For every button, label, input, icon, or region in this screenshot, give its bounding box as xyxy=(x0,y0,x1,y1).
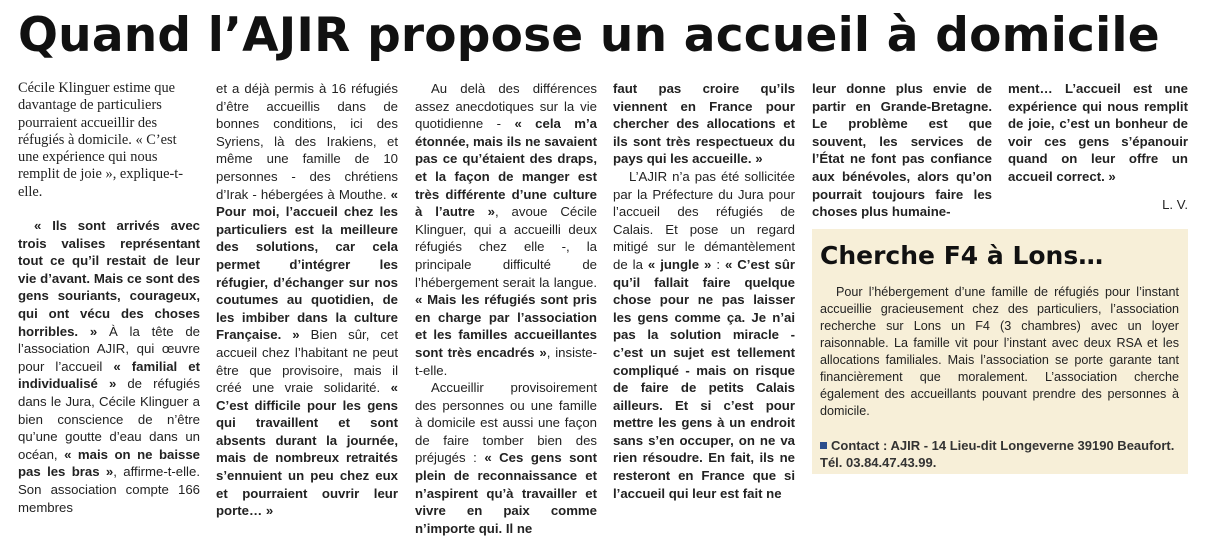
text: , affirme-t-elle. Son association compte 166 membres xyxy=(18,464,200,515)
sidebar-box xyxy=(812,229,1188,474)
column-3-paragraph-2 xyxy=(415,379,597,537)
text: , avoue Cécile Klinguer, qui a accueilli deux réfugiés chez elle -, la principale difficulté de l’hébergement serait la langue. xyxy=(415,204,597,290)
text: , insiste-t-elle. xyxy=(415,344,597,378)
box-body: Pour l’hébergement d’une famille de réfugiés pour l’instant accueillie gracieusement chez des particuliers, l’association recherche sur Lons un F4 (3 chambres) avec un loyer raisonnable. La famille vit pour l’instant avec deux RSA et les allocations familiales. Mais l’association se porte garante tant financièrement que moralement. L’association cherche également des accueillants pouvant prendre des personnes à domicile. xyxy=(820,285,1179,418)
contact-text: Contact : AJIR - 14 Lieu-dit Longeverne 39190 Beaufort. Tél. 03.84.47.43.99. xyxy=(820,438,1175,470)
text: : xyxy=(711,256,720,272)
quote-draps: « cela m’a étonnée, mais ils ne savaient pas ce qu’étaient des draps, et la façon de manger est très différente d’une culture à l’autre » xyxy=(415,116,597,220)
text: À la tête de l’association AJIR, qui œuvre pour l’accueil xyxy=(18,323,201,374)
quote-familial: « familial et individualisé » xyxy=(18,358,200,392)
text: Au delà des différences assez anecdotiques sur la vie quotidienne - xyxy=(415,81,597,132)
quote-accueil: « Pour moi, l’accueil chez les particuliers est la meilleure des solutions, car cela permet d’intégrer les réfugier, d’échanger sur nos coutumes au quotidien, de les imbiber dans la culture Française. » xyxy=(216,186,398,343)
column-1 xyxy=(18,80,200,516)
author-signature: L. V. xyxy=(1162,196,1188,212)
column-6 xyxy=(1008,80,1188,213)
column-2 xyxy=(216,80,398,520)
quote-reconnaissance: « Ces gens sont plein de reconnaissance et n’aspirent qu’à travailler et vivre en paix comme n’importe qui. Il ne xyxy=(415,450,598,536)
quote-arrival: « Ils sont arrivés avec trois valises représentant tout ce qu’il restait de leur vie d’avant. Mais ce sont des gens souriants, courageux, qui ont vécu des choses horribles. » xyxy=(18,218,200,339)
column-1-paragraph xyxy=(18,217,200,516)
quote-jungle: « jungle » xyxy=(647,256,712,272)
quote-allocations: faut pas croire qu’ils viennent en France pour chercher des allocations et ils sont très respectueux du pays qui les accueille. » xyxy=(613,81,795,167)
quote-difficile: « C’est difficile pour les gens qui travaillent et sont absents durant la journée, mais de nombreux retraités s’ennuient un peu chez eux et pourraient ouvrir leur porte… » xyxy=(216,380,398,519)
bullet-icon xyxy=(820,442,827,449)
column-3-paragraph-1 xyxy=(415,80,597,379)
quote-bras: « mais on ne baisse pas les bras » xyxy=(18,446,201,480)
box-title: Cherche F4 à Lons… xyxy=(820,241,1104,270)
box-contact xyxy=(820,437,1179,471)
column-5 xyxy=(812,80,992,221)
quote-encadres: « Mais les réfugiés sont pris en charge par l’association et les familles accueillantes sont très encadrés » xyxy=(415,292,597,360)
text: L’AJIR n’a pas été sollicitée par la Préfecture du Jura pour l’accueil des réfugiés de Calais. Et pose un regard mitigé sur le démantèlement de la xyxy=(613,168,795,272)
text: Bien sûr, cet accueil chez l’habitant ne peut être que provisoire, mais il créé une vraie solidarité. xyxy=(216,327,398,396)
column-4 xyxy=(613,80,795,502)
text: de réfugiés dans le Jura, Cécile Klinguer a bien conscience de n’être qu’une goutte d’eau dans un océan, xyxy=(18,376,200,462)
column-2-paragraph xyxy=(216,80,398,520)
text: et a déjà permis à 16 réfugiés d’être accueillis dans de bonnes conditions, ici des Syriens, là des Irakiens, et même une famille de 10 personnes - des chrétiens d’Irak - hébergées à Mouthe. xyxy=(216,81,398,202)
quote-grande-bretagne: leur donne plus envie de partir en Grande-Bretagne. Le problème est que souvent, les services de l’État ne font pas confiance aux bénévoles, alors qu’on pourrait toujours faire les choses plus humaine- xyxy=(812,81,992,220)
column-4-paragraph-1 xyxy=(613,80,795,168)
quote-joie: ment… L’accueil est une expérience qui nous remplit de joie, c’est un bonheur de voir ces gens s’épanouir quand on leur offre un accueil correct. » xyxy=(1008,81,1188,184)
quote-solution: « C’est sûr qu’il fallait faire quelque chose pour ne pas laisser les gens comme ça. Je n’ai pas la solution miracle - c’est un sujet est tellement compliqué - mais on risque de faire de petits Calais ailleurs. Et si c’est pour mettre les gens à un endroit sans s’en occuper, on ne va rien résoudre. En fait, ils ne resteront en France que si l’accueil qui leur est fait ne xyxy=(613,256,796,501)
column-3 xyxy=(415,80,597,537)
column-4-paragraph-2 xyxy=(613,168,795,502)
text: Accueillir provisoirement des personnes ou une famille à domicile est aussi une façon de faire tomber bien des préjugés : xyxy=(415,380,597,466)
headline: Quand l’AJIR propose un accueil à domicile xyxy=(18,8,1160,63)
lede: Cécile Klinguer estime que davantage de particuliers pourraient accueillir des réfugiés à domicile. « C’est une expérience qui nous remplit de joie », explique-t-elle. xyxy=(18,80,184,200)
